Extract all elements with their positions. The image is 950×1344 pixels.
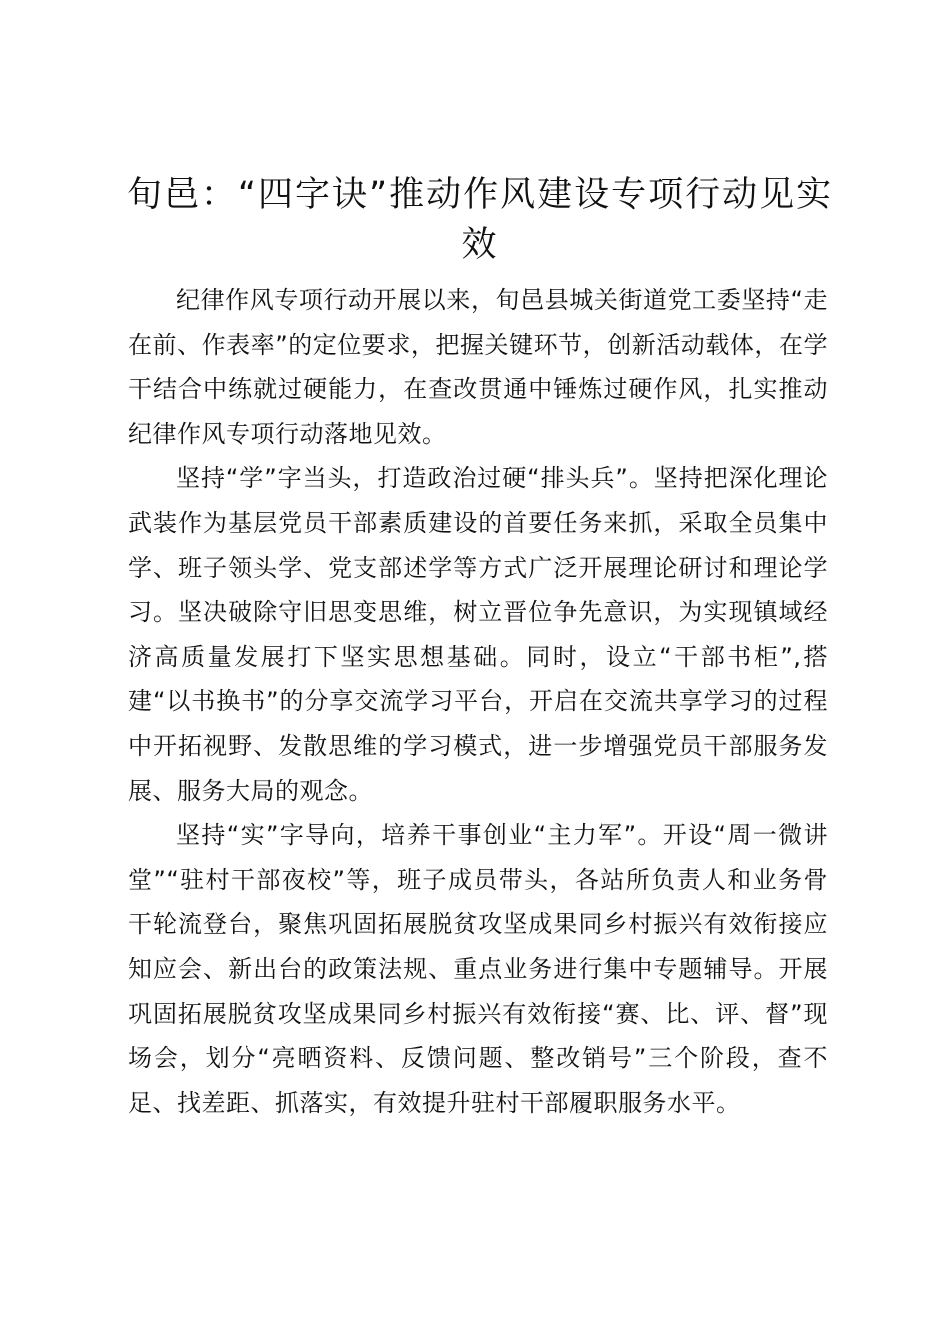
document-title: 旬邑：“四字诀”推动作风建设专项行动见实效 (126, 175, 834, 265)
paragraph-intro: 纪律作风专项行动开展以来，旬邑县城关街道党工委坚持“走在前、作表率”的定位要求，把握关键环节，创新活动载体，在学干结合中练就过硬能力，在查改贯通中锤炼过硬作风，扎实推动纪律作风专项行动落地见效。 (128, 286, 828, 448)
document-body (128, 278, 828, 1125)
paragraph-practice: 坚持“实”字导向，培养干事创业“主力军”。开设“周一微讲堂”“驻村干部夜校”等，班子成员带头，各站所负责人和业务骨干轮流登台，聚焦巩固拓展脱贫攻坚成果同乡村振兴有效衔接应知应会、新出台的政策法规、重点业务进行集中专题辅导。开展巩固拓展脱贫攻坚成果同乡村振兴有效衔接“赛、比、评、督”现场会，划分“亮晒资料、反馈问题、整改销号”三个阶段，查不足、找差距、抓落实，有效提升驻村干部履职服务水平。 (128, 821, 828, 1117)
paragraph-study: 坚持“学”字当头，打造政治过硬“排头兵”。坚持把深化理论武装作为基层党员干部素质建设的首要任务来抓，采取全员集中学、班子领头学、党支部述学等方式广泛开展理论研讨和理论学习。坚决破除守旧思变思维，树立晋位争先意识，为实现镇域经济高质量发展打下坚实思想基础。同时，设立“干部书柜”,搭建“以书换书”的分享交流学习平台，开启在交流共享学习的过程中开拓视野、发散思维的学习模式，进一步增强党员干部服务发展、服务大局的观念。 (128, 464, 828, 805)
